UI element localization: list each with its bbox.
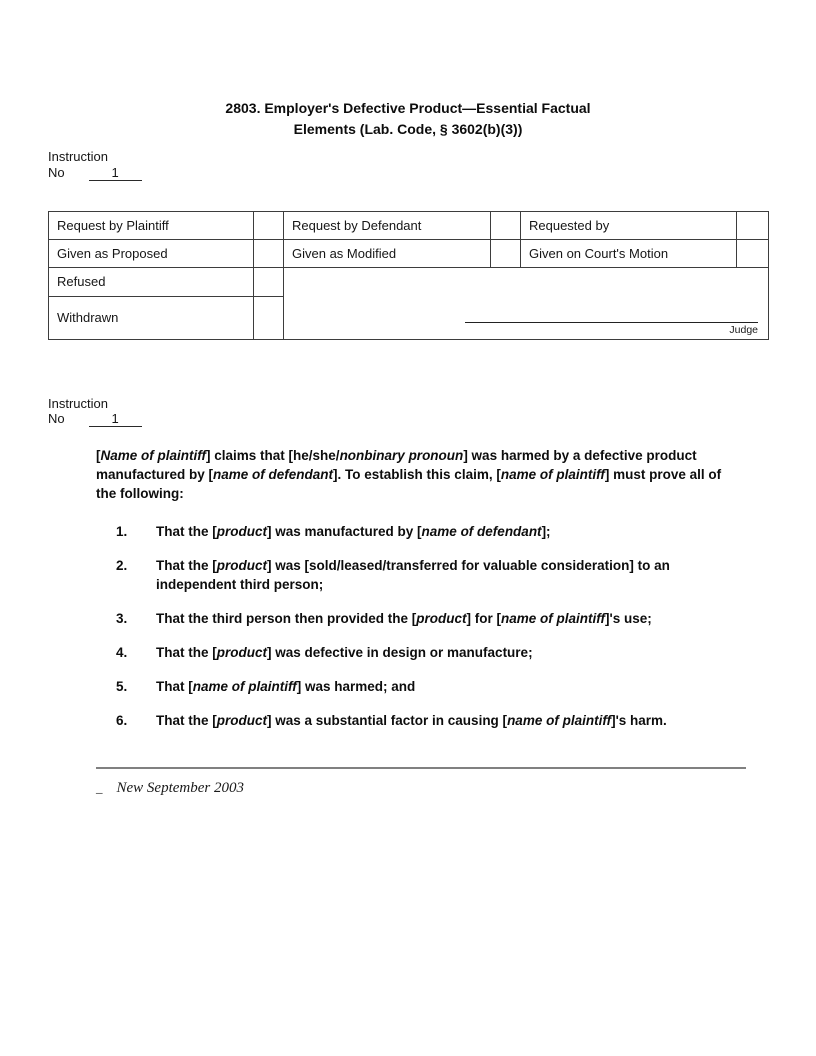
cell-given-on-courts-motion: Given on Court's Motion bbox=[521, 239, 737, 267]
checkbox-cell-request-by-defendant bbox=[491, 211, 521, 239]
list-item-text: That the [product] was defective in design or manufacture; bbox=[156, 645, 533, 660]
cell-refused: Refused bbox=[49, 267, 254, 296]
cell-given-as-modified: Given as Modified bbox=[284, 239, 491, 267]
cell-request-by-plaintiff: Request by Plaintiff bbox=[49, 211, 254, 239]
cell-requested-by: Requested by bbox=[521, 211, 737, 239]
instruction-no-label: No bbox=[48, 411, 65, 426]
instruction-elements-list bbox=[96, 522, 720, 730]
footer-revision-note: New September 2003 bbox=[116, 780, 244, 796]
cell-request-by-defendant: Request by Defendant bbox=[284, 211, 491, 239]
list-item-number: 2. bbox=[116, 558, 128, 573]
checkbox-cell-given-as-proposed bbox=[254, 239, 284, 267]
table-row bbox=[49, 239, 769, 267]
judge-signature-area bbox=[284, 267, 769, 339]
list-item-text: That the [product] was [sold/leased/transferred for valuable consideration] to an independent third person; bbox=[156, 558, 670, 592]
instruction-no-row bbox=[48, 165, 768, 181]
instruction-number-block-body bbox=[48, 396, 768, 428]
checkbox-cell-withdrawn bbox=[254, 296, 284, 339]
instruction-text bbox=[96, 446, 720, 730]
instruction-no-row bbox=[48, 411, 768, 427]
footer-dash: _ bbox=[96, 780, 103, 795]
list-item bbox=[96, 643, 720, 662]
footer-divider bbox=[96, 767, 746, 769]
cell-withdrawn: Withdrawn bbox=[49, 296, 254, 339]
list-item bbox=[96, 522, 720, 541]
instruction-intro-paragraph: [Name of plaintiff] claims that [he/she/nonbinary pronoun] was harmed by a defective product manufactured by [name of defendant]. To establish this claim, [name of plaintiff] must prove all of the following: bbox=[96, 448, 722, 501]
table-row bbox=[49, 267, 769, 296]
list-item-number: 1. bbox=[116, 524, 128, 539]
list-item bbox=[96, 609, 720, 628]
instruction-number-value: 1 bbox=[111, 164, 119, 180]
page-title bbox=[96, 98, 720, 140]
instruction-label: Instruction bbox=[48, 149, 108, 164]
instruction-label: Instruction bbox=[48, 395, 108, 411]
list-item-text: That the third person then provided the [product] for [name of plaintiff]'s use; bbox=[156, 611, 652, 626]
list-item bbox=[96, 677, 720, 696]
list-item bbox=[96, 556, 720, 594]
instruction-number-field bbox=[89, 411, 142, 427]
checkbox-cell-request-by-plaintiff bbox=[254, 211, 284, 239]
list-item-text: That the [product] was a substantial factor in causing [name of plaintiff]'s harm. bbox=[156, 713, 667, 728]
instruction-number-block-top bbox=[48, 149, 768, 181]
checkbox-cell-requested-by bbox=[737, 211, 769, 239]
cell-given-as-proposed: Given as Proposed bbox=[49, 239, 254, 267]
list-item bbox=[96, 711, 720, 730]
list-item-text: That [name of plaintiff] was harmed; and bbox=[156, 679, 416, 694]
list-item-number: 3. bbox=[116, 611, 128, 626]
list-item-number: 4. bbox=[116, 645, 128, 660]
instruction-number-value: 1 bbox=[111, 411, 119, 426]
instruction-number-field bbox=[89, 165, 142, 181]
list-item-number: 6. bbox=[116, 713, 128, 728]
judge-label: Judge bbox=[729, 323, 758, 336]
checkbox-cell-refused bbox=[254, 267, 284, 296]
page-title-line-2: Elements (Lab. Code, § 3602(b)(3)) bbox=[293, 121, 523, 137]
footer bbox=[96, 780, 768, 797]
table-row bbox=[49, 211, 769, 239]
page-title-line-1: 2803. Employer's Defective Product—Essential Factual bbox=[225, 100, 591, 116]
list-item-number: 5. bbox=[116, 679, 128, 694]
checkbox-cell-given-as-modified bbox=[491, 239, 521, 267]
judge-signature-line bbox=[465, 322, 758, 336]
instruction-no-label: No bbox=[48, 164, 65, 180]
list-item-text: That the [product] was manufactured by [name of defendant]; bbox=[156, 524, 551, 539]
request-status-table bbox=[48, 211, 769, 340]
checkbox-cell-given-on-courts-motion bbox=[737, 239, 769, 267]
